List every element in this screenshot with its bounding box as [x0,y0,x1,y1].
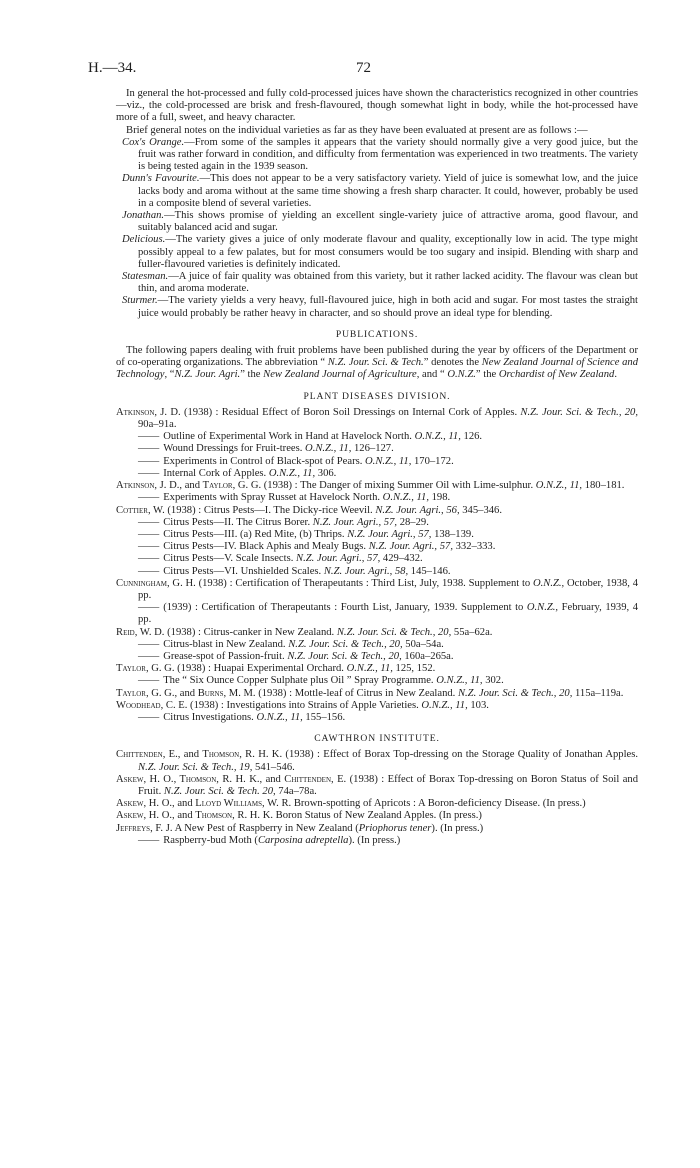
variety-text: —This does not appear to be a very satisfactory variety. Yield of juice is somewhat low, and the juice lacks body and aroma without at the same time showing a fresh sharp character. It could, however, probably be used in a composite blend of several varieties. [138,173,638,209]
author: Taylor, G. G. [116,663,175,675]
intro-paragraph: Brief general notes on the individual varieties as far as they have been evaluated at present are as follows :— [126,124,588,136]
author: Cunningham, G. H. [116,577,196,589]
journal: O.N.Z., 11, [268,467,316,479]
plant-diseases-heading: PLANT DISEASES DIVISION. [303,390,451,402]
journal: N.Z. Jour. Agri., 56, [375,504,460,516]
journal: N.Z. Jour. Sci. & Tech., 20, [520,406,638,418]
journal: O.N.Z., 11, [365,455,412,467]
journal: N.Z. Jour. Sci. & Tech., 20, [336,626,452,638]
journal: N.Z. Jour. Sci. & Tech., 19, [138,761,253,773]
journal: O.N.Z., 11, [346,663,393,675]
journal: N.Z. Jour. Agri., 57, [312,516,398,528]
publication-entry: Cunningham, G. H. (1938) : Certification of Therapeutants : Third List, July, 1938. Supplement to O.N.Z., October, 1938, 4 pp. [116,577,638,601]
journal: O.N.Z., 11, [421,699,468,711]
variety-note [116,210,638,234]
variety-note [116,295,638,319]
variety-text: —A juice of fair quality was obtained from this variety, but it rather lacked acidity. The flavour was clean but thin, and aroma moderate. [138,271,638,295]
publication-entry: Atkinson, J. D., and Taylor, G. G. (1938) : The Danger of mixing Summer Oil with Lime-sulphur. O.N.Z., 11, 180–181. [116,480,625,492]
variety-name: Jonathan. [122,210,165,222]
author: Lloyd Williams, W. R. [195,798,292,810]
publication-entry: Askew, H. O., and Lloyd Williams, W. R. Brown-spotting of Apricots : A Boron-deficiency Disease. (In press.) [116,798,586,810]
publication-subentry: —— The “ Six Ounce Copper Sulphate plus Oil ” Spray Programme. O.N.Z., 11, 302. [116,675,638,687]
author: Reid, W. D. [116,626,165,638]
publication-entry: Chittenden, E., and Thomson, R. H. K. (1938) : Effect of Borax Top-dressing on the Storage Quality of Jonathan Apples. N.Z. Jour. Sci. & Tech., 19, 541–546. [116,749,638,773]
variety-note [116,173,638,210]
publication-entry: Taylor, G. G. (1938) : Huapai Experimental Orchard. O.N.Z., 11, 125, 152. [116,663,436,675]
author: Askew, H. O., [116,798,175,810]
publication-subentry: —— Citrus Pests—II. The Citrus Borer. N.Z. Jour. Agri., 57, 28–29. [116,517,638,529]
author: Askew, H. O., Thomson, R. H. K., [116,773,263,785]
publication-subentry: —— Wound Dressings for Fruit-trees. O.N.Z., 11, 126–127. [116,443,638,455]
intro-paragraph: In general the hot-processed and fully cold-processed juices have shown the characteristics recognized in other countries—viz., the cold-processed are brisk and fresh-flavoured, though somewhat light in body, while the hot-processed have more of a full, sweet, and heavy character. [116,88,638,124]
publication-entry: Jeffreys, F. J. A New Pest of Raspberry in New Zealand (Priophorus tener). (In press.) [116,822,484,834]
publication-subentry: —— Internal Cork of Apples. O.N.Z., 11, 306. [116,468,638,480]
page-number: 72 [356,60,371,76]
variety-note [116,137,638,174]
journal: N.Z. Jour. Agri., 57, [368,541,453,553]
journal: O.N.Z., [532,577,565,589]
species-name: Carposina adreptella [257,834,349,846]
journal: O.N.Z., [526,602,559,614]
variety-name: Delicious. [122,234,166,246]
journal: N.Z. Jour. Agri., 57, [347,528,432,540]
author: Thomson, R. H. K. [195,810,273,822]
variety-name: Cox's Orange. [122,136,185,148]
journal: O.N.Z., 11, [305,443,352,455]
publication-subentry: —— Raspberry-bud Moth (Carposina adreptella). (In press.) [116,835,638,847]
publication-subentry: —— Citrus Pests—VI. Unshielded Scales. N.Z. Jour. Agri., 58, 145–146. [116,566,638,578]
variety-note [116,234,638,271]
journal: O.N.Z., 11, [382,492,429,504]
author: Taylor, G. G., [116,687,178,699]
publication-subentry: —— Experiments in Control of Black-spot of Pears. O.N.Z., 11, 170–172. [116,456,638,468]
variety-note [116,271,638,295]
publication-entry: Askew, H. O., Thomson, R. H. K., and Chittenden, E. (1938) : Effect of Borax Top-dressing on Boron Status of Soil and Fruit. N.Z. Jour. Sci. & Tech. 20, 74a–78a. [116,773,638,797]
author: Askew, H. O., [116,810,175,822]
author: Thomson, R. H. K. [202,749,283,761]
publication-subentry: —— Citrus Pests—III. (a) Red Mite, (b) Thrips. N.Z. Jour. Agri., 57, 138–139. [116,529,638,541]
page-body [116,88,638,847]
publication-entry: Reid, W. D. (1938) : Citrus-canker in New Zealand. N.Z. Jour. Sci. & Tech., 20, 55a–62a. [116,626,493,638]
author: Chittenden, E. [284,773,347,785]
author: Atkinson, J. D. [116,406,181,418]
journal: N.Z. Jour. Agri., 58, [323,565,409,577]
variety-text: —The variety gives a juice of only moderate flavour and quality, exceptionally low in acid. The type might possibly appeal to a few palates, but for most consumers would be too sugary and insipid. Blending with sharp and fuller-flavoured varieties is definitely indicated. [138,234,638,270]
publication-subentry: —— (1939) : Certification of Therapeutants : Fourth List, January, 1939. Supplement to O.N.Z., February, 1939, 4 pp. [116,602,638,626]
species-name: Priophorus tener [358,822,432,834]
publication-subentry: —— Citrus Pests—V. Scale Insects. N.Z. Jour. Agri., 57, 429–432. [116,553,638,565]
journal: N.Z. Jour. Sci. & Tech., 20, [288,638,403,650]
variety-text: —The variety yields a very heavy, full-flavoured juice, high in both acid and sugar. For most tastes the straight juice would probably be rather heavy in character, and so should prove an ideal type for blending. [138,295,638,319]
publication-entry: Askew, H. O., and Thomson, R. H. K. Boron Status of New Zealand Apples. (In press.) [116,810,482,822]
publication-subentry: —— Outline of Experimental Work in Hand at Havelock North. O.N.Z., 11, 126. [116,431,638,443]
variety-text: —From some of the samples it appears that the variety should normally give a very good juice, but the fruit was rather forward in condition, and difficulty from fermentation was experienced in two treatments. The variety is being tested again in the 1939 season. [138,136,638,173]
publication-subentry: —— Experiments with Spray Russet at Havelock North. O.N.Z., 11, 198. [116,492,638,504]
author: Jeffreys, F. J. [116,822,173,834]
author: Cottier, W. [116,504,165,516]
publication-subentry: —— Citrus-blast in New Zealand. N.Z. Jour. Sci. & Tech., 20, 50a–54a. [116,639,638,651]
journal: N.Z. Jour. Sci. & Tech., 20, [287,650,402,662]
journal: O.N.Z., 11, [256,711,303,723]
author: Taylor, G. G. [202,480,262,492]
publication-subentry: —— Citrus Investigations. O.N.Z., 11, 155–156. [116,712,638,724]
author: Atkinson, J. D., [116,480,183,492]
author: Woodhead, C. E. [116,699,188,711]
variety-name: Dunn's Favourite. [122,173,200,185]
publication-entry: Atkinson, J. D. (1938) : Residual Effect of Boron Soil Dressings on Internal Cork of Apples. N.Z. Jour. Sci. & Tech., 20, 90a–91a. [116,406,638,431]
publications-heading: PUBLICATIONS. [335,328,419,340]
journal: O.N.Z., 11, [436,675,483,687]
cawthron-heading: CAWTHRON INSTITUTE. [314,733,440,745]
journal: O.N.Z., 11, [414,431,461,443]
journal: N.Z. Jour. Sci. & Tech., 20, [457,687,573,699]
publication-entry: Cottier, W. (1938) : Citrus Pests—I. The Dicky-rice Weevil. N.Z. Jour. Agri., 56, 345–346. [116,504,502,516]
author: Chittenden, E., [116,749,181,761]
author: Burns, M. M. [197,687,256,699]
variety-name: Statesman. [122,271,169,283]
journal: N.Z. Jour. Sci. & Tech. 20, [163,785,276,797]
variety-text: —This shows promise of yielding an excellent single-variety juice of attractive aroma, good flavour, and suitably balanced acid and sugar. [138,210,638,234]
journal: O.N.Z., 11, [535,480,583,492]
publication-subentry: —— Citrus Pests—IV. Black Aphis and Mealy Bugs. N.Z. Jour. Agri., 57, 332–333. [116,541,638,553]
variety-notes [116,137,638,320]
publication-entry: Taylor, G. G., and Burns, M. M. (1938) : Mottle-leaf of Citrus in New Zealand. N.Z. Jour. Sci. & Tech., 20, 115a–119a. [116,687,624,699]
publications-intro: The following papers dealing with fruit problems have been published during the year by officers of the Department or of co-operating organizations. The abbreviation “ N.Z. Jour. Sci. & Tech.” denotes the New Zealand Journal of Science and Technology, “N.Z. Jour. Agri.” the New Zealand Journal of Agriculture, and “ O.N.Z.” the Orchardist of New Zealand. [116,345,639,381]
journal: N.Z. Jour. Agri., 57, [296,553,381,565]
publication-subentry: —— Grease-spot of Passion-fruit. N.Z. Jour. Sci. & Tech., 20, 160a–265a. [116,651,638,663]
report-reference: H.—34. [88,60,137,76]
publication-entry: Woodhead, C. E. (1938) : Investigations into Strains of Apple Varieties. O.N.Z., 11, 103. [116,699,489,711]
variety-name: Sturmer. [122,295,158,307]
